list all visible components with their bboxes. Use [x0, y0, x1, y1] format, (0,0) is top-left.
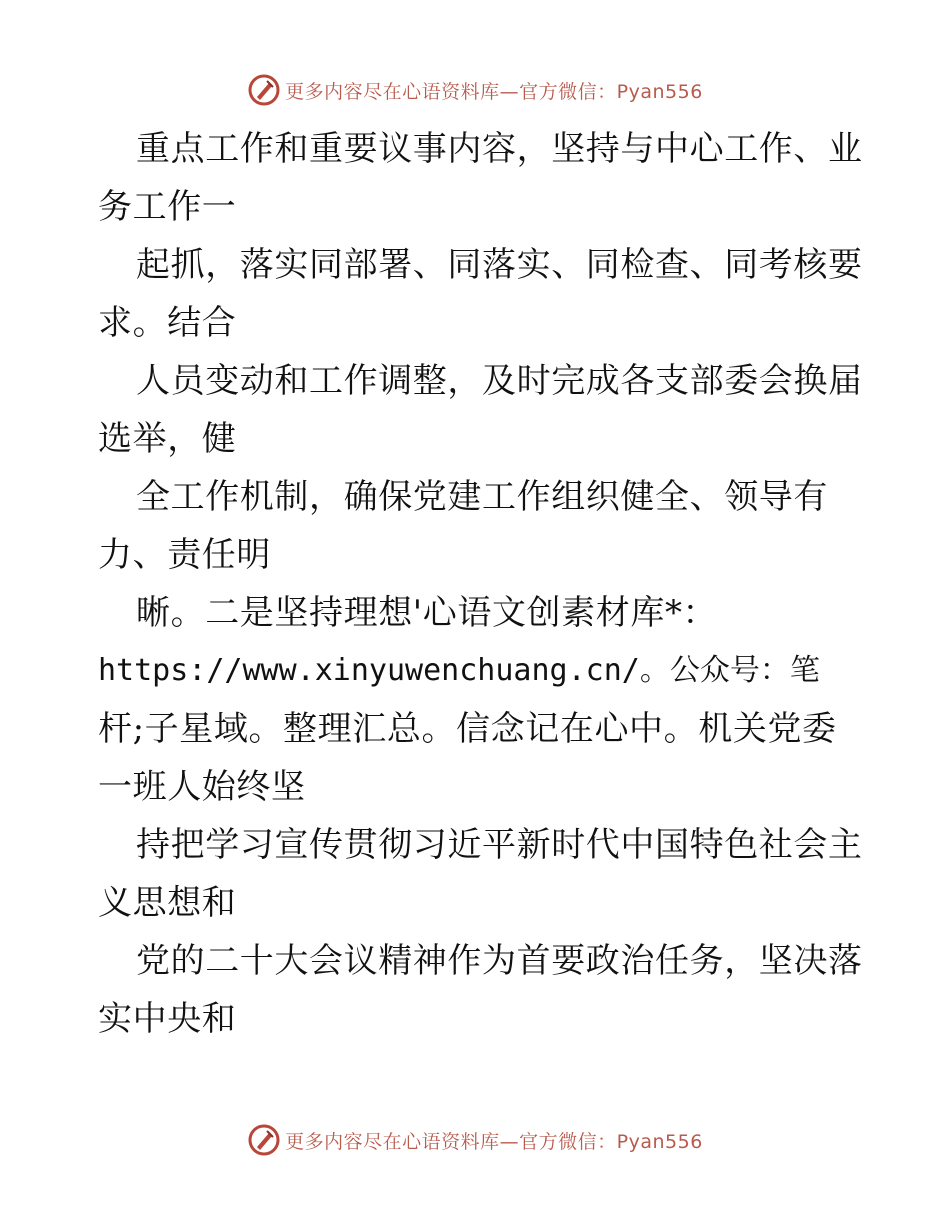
text-line: 党的二十大会议精神作为首要政治任务，坚决落 [136, 941, 863, 981]
text-line: 实中央和 [98, 999, 237, 1039]
pen-nib-logo-icon [247, 1123, 281, 1157]
text-line: https://www.xinyuwenchuang.cn/。公众号：笔 [98, 653, 820, 688]
text-line: 全工作机制，确保党建工作组织健全、领导有 [136, 477, 828, 517]
document-body [98, 120, 868, 1048]
text-line: 务工作一 [98, 187, 237, 227]
footer-banner-text: 更多内容尽在心语资料库—官方微信：Pyan556 [285, 1130, 703, 1153]
text-line: 晰。二是坚持理想'心语文创素材库*： [136, 593, 718, 633]
text-line: 力、责任明 [98, 535, 271, 575]
text-line: 求。结合 [98, 303, 237, 343]
header-banner-text: 更多内容尽在心语资料库—官方微信：Pyan556 [285, 80, 703, 103]
text-line: 选举，健 [98, 419, 237, 459]
text-line: 起抓，落实同部署、同落实、同检查、同考核要 [136, 245, 863, 285]
text-line: 重点工作和重要议事内容，坚持与中心工作、业 [136, 129, 863, 169]
text-line: 杆;子星域。整理汇总。信念记在心中。机关党委 [98, 709, 837, 749]
header-banner [0, 70, 950, 110]
text-line: 一班人始终坚 [98, 767, 306, 807]
text-line: 人员变动和工作调整，及时完成各支部委会换届 [136, 361, 863, 401]
text-line: 持把学习宣传贯彻习近平新时代中国特色社会主 [136, 825, 863, 865]
footer-banner [0, 1120, 950, 1160]
text-line: 义思想和 [98, 883, 237, 923]
pen-nib-logo-icon [247, 73, 281, 107]
